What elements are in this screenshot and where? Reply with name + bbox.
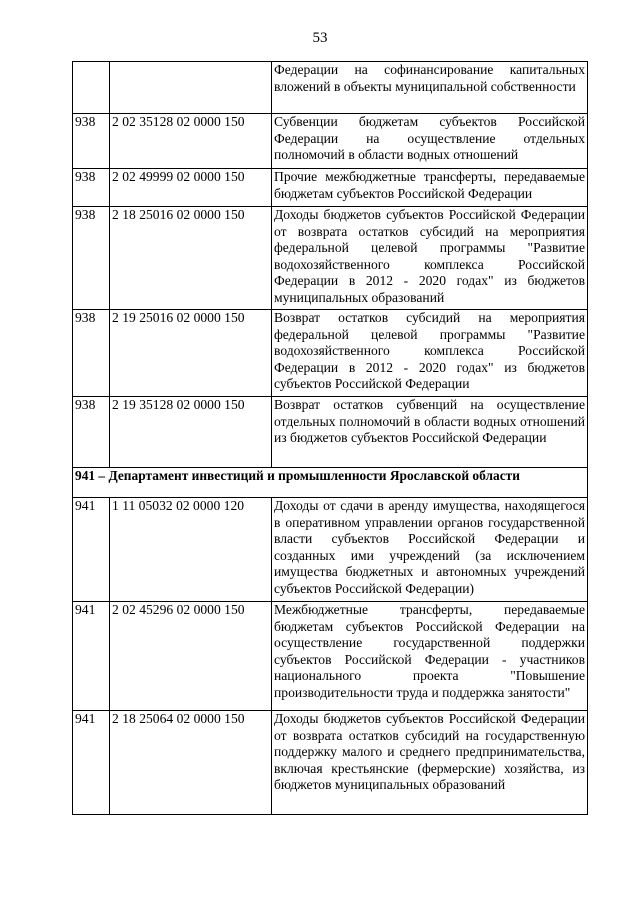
admin-code-cell: 941 (73, 498, 110, 602)
admin-code-cell: 938 (73, 169, 110, 207)
admin-code-cell: 938 (73, 114, 110, 169)
section-header-row (73, 468, 588, 498)
kbk-code-cell: 2 19 25016 02 0000 150 (110, 310, 272, 397)
description-cell: Возврат остатков субсидий на мероприятия федеральной целевой программы "Развитие водохозяйственного комплекса Российской Федерации в 2012 - 2020 годах" из бюджетов субъектов Российской Федерации (272, 310, 588, 397)
admin-code-cell: 941 (73, 711, 110, 815)
description-cell: Межбюджетные трансферты, передаваемые бюджетам субъектов Российской Федерации на осуществление государственной поддержки субъектов Российской Федерации - участников национального проекта "Повышение производительности труда и поддержка занятости" (272, 602, 588, 711)
description-cell: Возврат остатков субвенций на осуществление отдельных полномочий в области водных отношений из бюджетов субъектов Российской Федерации (272, 397, 588, 468)
table-row (73, 602, 588, 711)
kbk-code-cell: 2 18 25064 02 0000 150 (110, 711, 272, 815)
admin-code-cell: 938 (73, 397, 110, 468)
revenue-codes-table (72, 61, 588, 815)
description-cell: Субвенции бюджетам субъектов Российской Федерации на осуществление отдельных полномочий в области водных отношений (272, 114, 588, 169)
section-title: 941 – Департамент инвестиций и промышленности Ярославской области (73, 468, 588, 498)
table-row (73, 207, 588, 310)
admin-code-cell: 938 (73, 310, 110, 397)
table-row (73, 711, 588, 815)
description-cell: Доходы бюджетов субъектов Российской Федерации от возврата остатков субсидий на мероприятия федеральной целевой программы "Развитие водохозяйственного комплекса Российской Федерации в 2012 - 2020 годах" из бюджетов муниципальных образований (272, 207, 588, 310)
description-cell: Федерации на софинансирование капитальных вложений в объекты муниципальной собственности (272, 62, 588, 114)
table-row (73, 62, 588, 114)
kbk-code-cell: 2 02 49999 02 0000 150 (110, 169, 272, 207)
kbk-code-cell: 1 11 05032 02 0000 120 (110, 498, 272, 602)
page-number: 53 (312, 30, 328, 46)
table-row (73, 169, 588, 207)
table-row (73, 114, 588, 169)
table-row (73, 397, 588, 468)
kbk-code-cell: 2 02 45296 02 0000 150 (110, 602, 272, 711)
admin-code-cell: 941 (73, 602, 110, 711)
kbk-code-cell: 2 18 25016 02 0000 150 (110, 207, 272, 310)
description-cell: Прочие межбюджетные трансферты, передаваемые бюджетам субъектов Российской Федерации (272, 169, 588, 207)
table-row (73, 498, 588, 602)
description-cell: Доходы бюджетов субъектов Российской Федерации от возврата остатков субсидий на государственную поддержку малого и среднего предпринимательства, включая крестьянские (фермерские) хозяйства, из бюджетов муниципальных образований (272, 711, 588, 815)
description-cell: Доходы от сдачи в аренду имущества, находящегося в оперативном управлении органов государственной власти субъектов Российской Федерации и созданных ими учреждений (за исключением имущества бюджетных и автономных учреждений субъектов Российской Федерации) (272, 498, 588, 602)
table-row (73, 310, 588, 397)
kbk-code-cell (110, 62, 272, 114)
admin-code-cell (73, 62, 110, 114)
kbk-code-cell: 2 02 35128 02 0000 150 (110, 114, 272, 169)
admin-code-cell: 938 (73, 207, 110, 310)
kbk-code-cell: 2 19 35128 02 0000 150 (110, 397, 272, 468)
